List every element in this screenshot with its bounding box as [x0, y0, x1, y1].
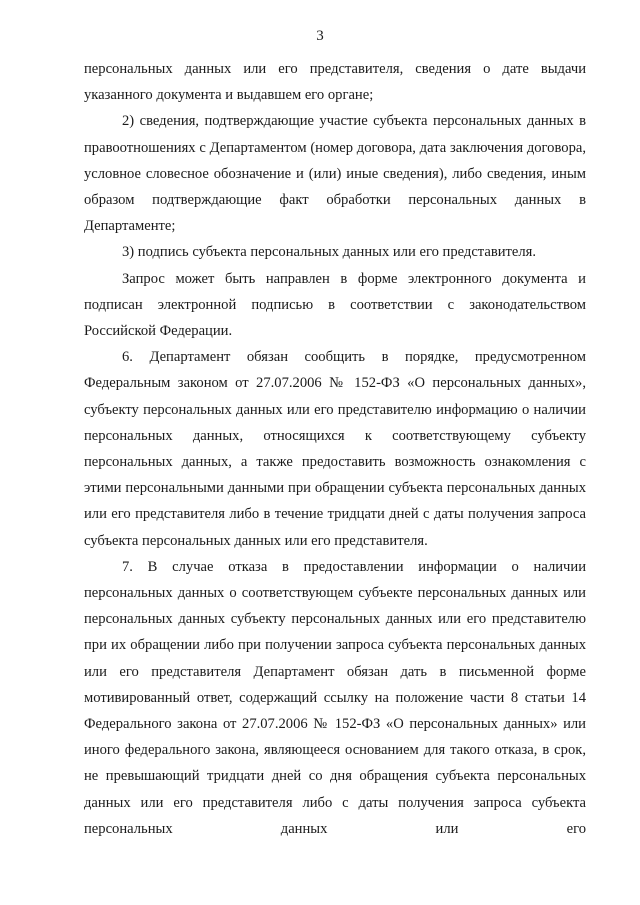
paragraph-item-3: 3) подпись субъекта персональных данных или его представителя.: [122, 244, 537, 261]
paragraph-item-2: 2) сведения, подтверждающие участие субъекта персональных данных в правоотношениях с Департаментом (номер договора, дата заключения договора, условное словесное обозначение и (или) иные сведения), либо сведения, иным образом подтверждающие факт обработки персональных данных в Департаменте;: [84, 113, 586, 235]
paragraph-electronic-request: Запрос может быть направлен в форме электронного документа и подписан электронной подписью в соответствии с законодательством Российской Федерации.: [84, 270, 586, 340]
paragraph-section-7: 7. В случае отказа в предоставлении информации о наличии персональных данных о соответствующем субъекте персональных данных или персональных данных субъекту персональных данных или его представителю при их обращении либо при получении запроса субъекта персональных данных или его представителя Департамент обязан дать в письменной форме мотивированный ответ, содержащий ссылку на положение части 8 статьи 14 Федерального закона от 27.07.2006 № 152-ФЗ «О персональных данных» или иного федерального закона, являющееся основанием для такого отказа, в срок, не превышающий тридцати дней со дня обращения субъекта персональных данных или его представителя либо с даты получения запроса субъекта персональных данных или его: [84, 558, 586, 837]
paragraph-section-6: 6. Департамент обязан сообщить в порядке, предусмотренном Федеральным законом от 27.07.2006 № 152-ФЗ «О персональных данных», субъекту персональных данных или его представителю информацию о наличии персональных данных, относящихся к соответствующему субъекту персональных данных, а также предоставить возможность ознакомления с этими персональными данными при обращении субъекта персональных данных или его представителя либо в течение тридцати дней с даты получения запроса субъекта персональных данных или его представителя.: [84, 349, 586, 549]
paragraph-continuation: персональных данных или его представителя, сведения о дате выдачи указанного документа и выдавшем его органе;: [84, 61, 586, 104]
document-body: [84, 56, 586, 842]
page-number: 3: [316, 28, 324, 44]
